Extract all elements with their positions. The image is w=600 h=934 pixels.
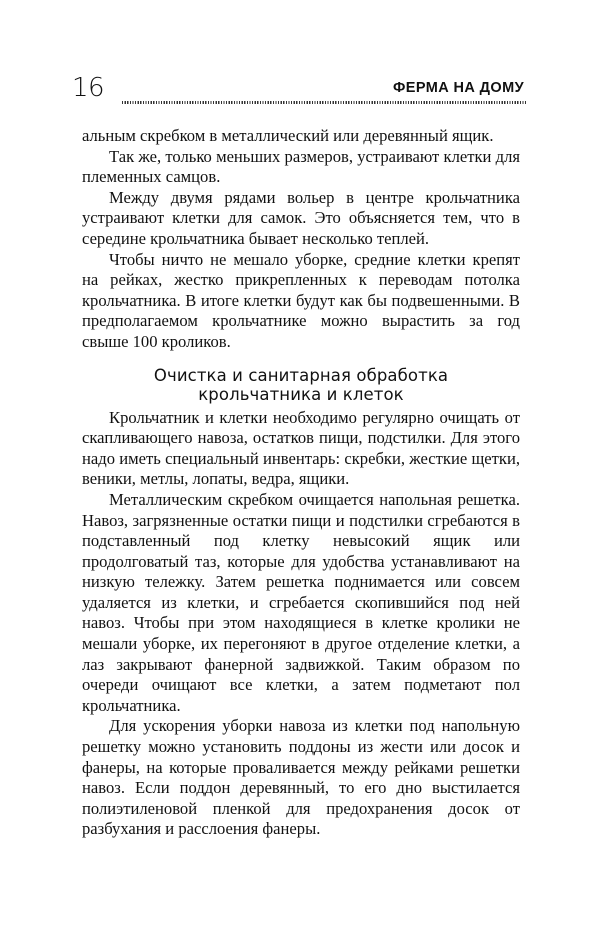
paragraph-female-cages: Между двумя рядами вольер в центре крольчатника устраивают клетки для самок. Это объясняется тем, что в середине крольчатника бывает несколько теплей. bbox=[82, 187, 520, 248]
body-text bbox=[82, 126, 520, 840]
header-rule bbox=[122, 101, 526, 104]
paragraph-suspended-cages: Чтобы ничто не мешало уборке, средние клетки крепят на рейках, жестко прикрепленных к переводам потолка крольчатника. В итоге клетки будут как бы подвешенными. В предполагаемом крольчатнике можно вырастить за год свыше 100 кроликов. bbox=[82, 249, 520, 351]
paragraph-male-cages: Так же, только меньших размеров, устраивают клетки для племенных самцов. bbox=[82, 146, 520, 187]
page-number: 16 bbox=[72, 73, 105, 103]
paragraph-floor-grate-cleaning: Металлическим скребком очищается напольная решетка. Навоз, загрязненные остатки пищи и подстилки сгребаются в подставленный под клетку невысокий ящик или продолговатый таз, которые для удобства устанавливают на низкую тележку. Затем решетка поднимается или совсем удаляется из клетки, и сгребается скопившийся под ней навоз. Чтобы при этом находящиеся в клетке кролики не мешали уборке, их перегоняют в другое отделение клетки, а лаз закрывают фанерной задвижкой. Таким образом по очереди очищают все клетки, а затем подметают пол крольчатника. bbox=[82, 489, 520, 715]
paragraph-cleaning-tools: Крольчатник и клетки необходимо регулярно очищать от скапливающего навоза, остатков пищи, подстилки. Для этого надо иметь специальный инвентарь: скребки, жесткие щетки, веники, метлы, лопаты, ведра, ящики. bbox=[82, 407, 520, 489]
section-heading-line-1: Очистка и санитарная обработка bbox=[153, 365, 449, 385]
page-header bbox=[70, 72, 526, 106]
paragraph-continuation: альным скребком в металлический или деревянный ящик. bbox=[82, 126, 494, 145]
running-title: ФЕРМА НА ДОМУ bbox=[393, 80, 524, 96]
section-heading bbox=[82, 366, 520, 404]
section-heading-line-2: крольчатника и клеток bbox=[198, 384, 404, 404]
paragraph-manure-trays: Для ускорения уборки навоза из клетки под напольную решетку можно установить поддоны из жести или досок и фанеры, на которые проваливается между рейками решетки навоз. Если поддон деревянный, то его дно выстилается полиэтиленовой пленкой для предохранения досок от разбухания и расслоения фанеры. bbox=[82, 716, 520, 839]
